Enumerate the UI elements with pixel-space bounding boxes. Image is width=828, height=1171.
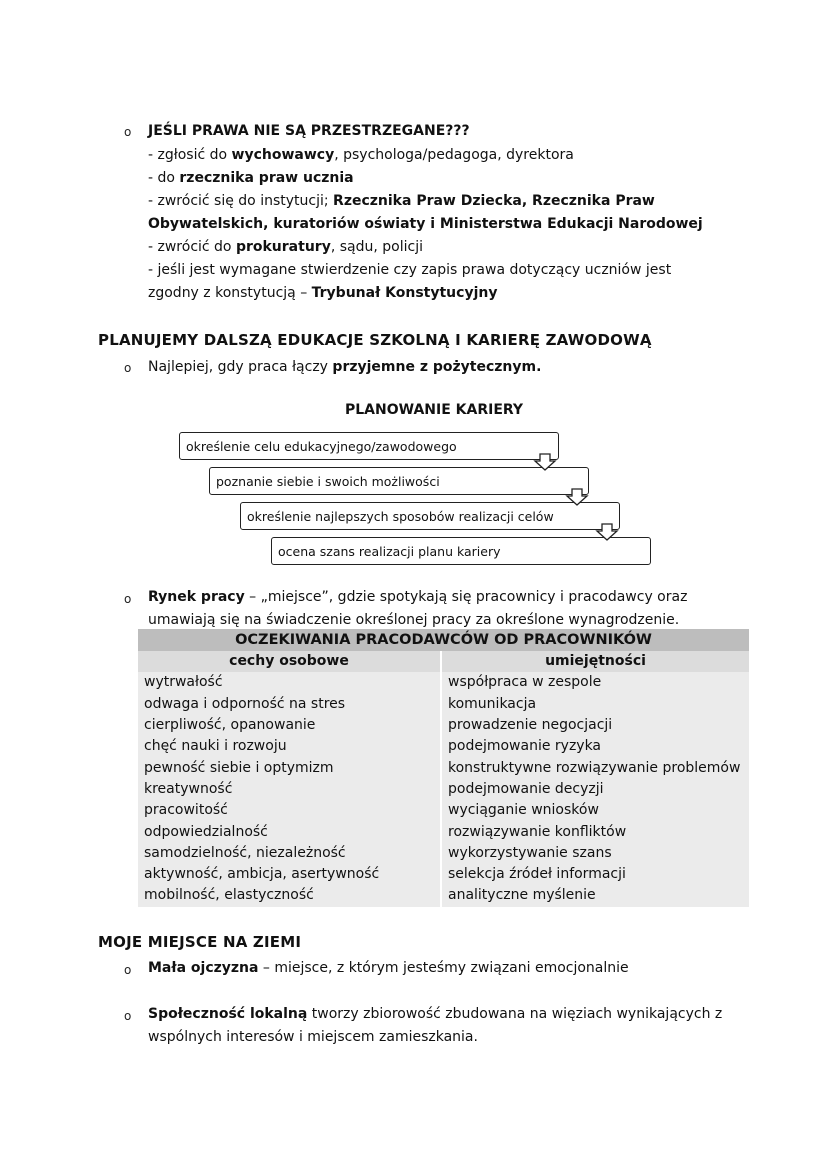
- table-cell: rozwiązywanie konfliktów: [441, 821, 749, 842]
- bullet-marker: o: [124, 963, 132, 977]
- table-row: [138, 885, 749, 906]
- text-bold: wychowawcy: [231, 147, 335, 163]
- text: - do: [148, 170, 180, 186]
- text: – miejsce, z którym jesteśmy związani emocjonalnie: [258, 960, 629, 976]
- table-cell: podejmowanie decyzji: [441, 779, 749, 800]
- table-row: [138, 864, 749, 885]
- table-cell: wytrwałość: [138, 672, 441, 693]
- diagram-step-4: ocena szans realizacji planu kariery: [271, 537, 651, 565]
- down-arrow-icon: [597, 524, 617, 540]
- bullet-marker: o: [124, 361, 132, 375]
- diagram-step-2: poznanie siebie i swoich możliwości: [209, 467, 589, 495]
- table-cell: aktywność, ambicja, asertywność: [138, 864, 441, 885]
- place-item-1: [148, 957, 629, 980]
- table-cell: cierpliwość, opanowanie: [138, 715, 441, 736]
- table-cell: samodzielność, niezależność: [138, 843, 441, 864]
- down-arrow-icon: [535, 454, 555, 470]
- table-cell: selekcja źródeł informacji: [441, 864, 749, 885]
- text: Najlepiej, gdy praca łączy: [148, 359, 333, 375]
- text: tworzy zbiorowość zbudowana na więziach wynikających z: [307, 1006, 723, 1022]
- table-cell: pewność siebie i optymizm: [138, 757, 441, 778]
- text-bold: Trybunał Konstytucyjny: [311, 285, 498, 301]
- place-item-2-line-2: wspólnych interesów i miejscem zamieszkania.: [148, 1029, 478, 1045]
- bullet-marker: o: [124, 592, 132, 606]
- table-cell: współpraca w zespole: [441, 672, 749, 693]
- bullet-marker: o: [124, 1009, 132, 1023]
- career-heading: PLANUJEMY DALSZĄ EDUKACJE SZKOLNĄ I KARIERĘ ZAWODOWĄ: [98, 331, 652, 349]
- table-cell: wyciąganie wniosków: [441, 800, 749, 821]
- diagram-title: PLANOWANIE KARIERY: [345, 402, 524, 418]
- table-cell: kreatywność: [138, 779, 441, 800]
- text: - zgłosić do: [148, 147, 232, 163]
- text: – „miejsce”, gdzie spotykają się pracownicy i pracodawcy oraz: [244, 589, 688, 605]
- table-row: [138, 715, 749, 736]
- down-arrow-icon: [567, 489, 587, 505]
- table-cell: chęć nauki i rozwoju: [138, 736, 441, 757]
- table-cell: odwaga i odporność na stres: [138, 694, 441, 715]
- text-bold: Mała ojczyzna: [148, 960, 259, 976]
- table-row: [138, 779, 749, 800]
- text: - zwrócić do: [148, 239, 236, 255]
- market-line-2: umawiają się na świadczenie określonej pracy za określone wynagrodzenie.: [148, 612, 680, 628]
- diagram-step-1: określenie celu edukacyjnego/zawodowego: [179, 432, 559, 460]
- text-bold: Rzecznika Praw Dziecka, Rzecznika Praw: [333, 193, 655, 209]
- column-header: cechy osobowe: [138, 651, 441, 672]
- text-bold: Społeczność lokalną: [148, 1006, 308, 1022]
- table-row: [138, 672, 749, 693]
- text-bold: przyjemne z pożytecznym.: [332, 359, 542, 375]
- table-cell: podejmowanie ryzyka: [441, 736, 749, 757]
- table-row: [138, 736, 749, 757]
- table-cell: mobilność, elastyczność: [138, 885, 441, 906]
- table-row: [138, 694, 749, 715]
- table-row: [138, 757, 749, 778]
- table-row: [138, 843, 749, 864]
- text: , sądu, policji: [330, 239, 423, 255]
- text-bold: prokuratury: [235, 239, 331, 255]
- table-row: [138, 800, 749, 821]
- rights-heading: JEŚLI PRAWA NIE SĄ PRZESTRZEGANE???: [148, 123, 470, 139]
- text-bold: Rynek pracy: [148, 589, 245, 605]
- rights-line-6: - jeśli jest wymagane stwierdzenie czy zapis prawa dotyczący uczniów jest: [148, 262, 672, 278]
- table-cell: pracowitość: [138, 800, 441, 821]
- place-item-2-line-1: [148, 1003, 722, 1026]
- column-header: umiejętności: [441, 651, 749, 672]
- table-cell: prowadzenie negocjacji: [441, 715, 749, 736]
- diagram-step-3: określenie najlepszych sposobów realizacji celów: [240, 502, 620, 530]
- text: - zwrócić się do instytucji;: [148, 193, 334, 209]
- text: zgodny z konstytucją –: [148, 285, 312, 301]
- place-heading: MOJE MIEJSCE NA ZIEMI: [98, 933, 302, 951]
- table-cell: analityczne myślenie: [441, 885, 749, 906]
- bullet-marker: o: [124, 125, 132, 139]
- table-cell: wykorzystywanie szans: [441, 843, 749, 864]
- table-cell: komunikacja: [441, 694, 749, 715]
- text: , psychologa/pedagoga, dyrektora: [334, 147, 574, 163]
- table-cell: konstruktywne rozwiązywanie problemów: [441, 757, 749, 778]
- table-title: OCZEKIWANIA PRACODAWCÓW OD PRACOWNIKÓW: [138, 629, 749, 651]
- market-line-1: [148, 586, 687, 609]
- rights-line-4: Obywatelskich, kuratoriów oświaty i Ministerstwa Edukacji Narodowej: [148, 216, 703, 232]
- table-cell: odpowiedzialność: [138, 821, 441, 842]
- table-row: [138, 821, 749, 842]
- text-bold: rzecznika praw ucznia: [179, 170, 354, 186]
- expectations-table: [138, 629, 749, 907]
